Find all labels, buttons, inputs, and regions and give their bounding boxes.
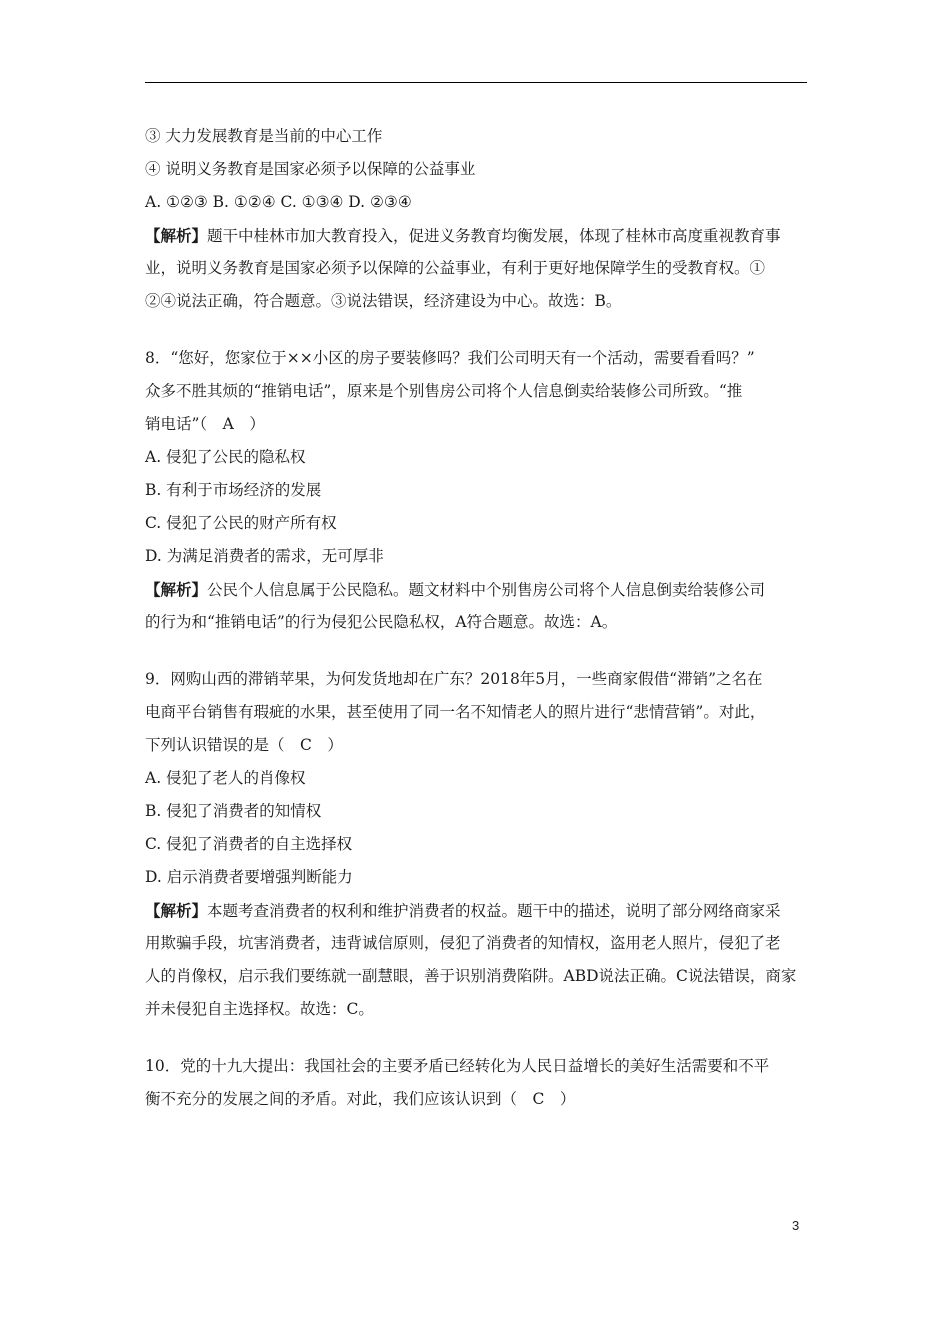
q9-stem-line-3: 下列认识错误的是（ C ） [145,736,343,754]
q8-stem-line-1: 8．“您好，您家位于××小区的房子要装修吗？我们公司明天有一个活动，需要看看吗？” [145,349,755,367]
q8-option-c: C. 侵犯了公民的财产所有权 [145,514,337,532]
q8-option-d: D. 为满足消费者的需求，无可厚非 [145,547,384,565]
analysis-tag: 【解析】 [145,580,208,599]
analysis-tag: 【解析】 [145,901,208,920]
q7-analysis-line-3: ②④说法正确，符合题意。③说法错误，经济建设为中心。故选：B。 [145,292,622,310]
q8-option-b: B. 有利于市场经济的发展 [145,481,322,499]
q8-stem-line-2: 众多不胜其烦的“推销电话”，原来是个别售房公司将个人信息倒卖给装修公司所致。“推 [145,382,743,400]
q8-analysis-line-2: 的行为和“推销电话”的行为侵犯公民隐私权，A符合题意。故选：A。 [145,613,618,631]
q9-stem-line-2: 电商平台销售有瑕疵的水果，甚至使用了同一名不知情老人的照片进行“悲情营销”。对此， [145,703,766,721]
q10-stem-line-1: 10．党的十九大提出：我国社会的主要矛盾已经转化为人民日益增长的美好生活需要和不平 [145,1057,770,1075]
q9-option-c: C. 侵犯了消费者的自主选择权 [145,835,353,853]
q7-option-3: ③ 大力发展教育是当前的中心工作 [145,127,383,145]
page-number: 3 [792,1218,800,1233]
analysis-tag: 【解析】 [145,226,208,245]
q10-stem-line-2: 衡不充分的发展之间的矛盾。对此，我们应该认识到（ C ） [145,1090,576,1108]
q7-analysis-line-2: 业，说明义务教育是国家必须予以保障的公益事业，有利于更好地保障学生的受教育权。① [145,259,766,277]
q9-analysis-line-1 [145,894,815,927]
q9-option-d: D. 启示消费者要增强判断能力 [145,868,353,886]
q7-option-4: ④ 说明义务教育是国家必须予以保障的公益事业 [145,160,476,178]
q9-stem-line-1: 9．网购山西的滞销苹果，为何发货地却在广东？2018年5月，一些商家假借“滞销”之名在 [145,670,763,688]
q8-option-a: A. 侵犯了公民的隐私权 [145,448,306,466]
q7-analysis-line-1 [145,219,815,252]
analysis-text: 公民个人信息属于公民隐私。题文材料中个别售房公司将个人信息倒卖给装修公司 [207,581,766,599]
q9-analysis-line-3: 人的肖像权，启示我们要练就一副慧眼，善于识别消费陷阱。ABD说法正确。C说法错误，商家 [145,967,797,985]
q9-analysis-line-4: 并未侵犯自主选择权。故选：C。 [145,1000,374,1018]
analysis-text: 题干中桂林市加大教育投入，促进义务教育均衡发展，体现了桂林市高度重视教育事 [207,227,781,245]
q9-option-b: B. 侵犯了消费者的知情权 [145,802,322,820]
q8-stem-line-3: 销电话”（ A ） [145,415,265,433]
page-content [145,120,815,1116]
q8-analysis-line-1 [145,573,815,606]
q7-choices: A. ①②③ B. ①②④ C. ①③④ D. ②③④ [145,193,412,211]
header-rule [145,82,807,83]
q9-analysis-line-2: 用欺骗手段，坑害消费者，违背诚信原则，侵犯了消费者的知情权，盗用老人照片，侵犯了老 [145,934,781,952]
analysis-text: 本题考查消费者的权利和维护消费者的权益。题干中的描述，说明了部分网络商家采 [207,902,781,920]
q9-option-a: A. 侵犯了老人的肖像权 [145,769,306,787]
